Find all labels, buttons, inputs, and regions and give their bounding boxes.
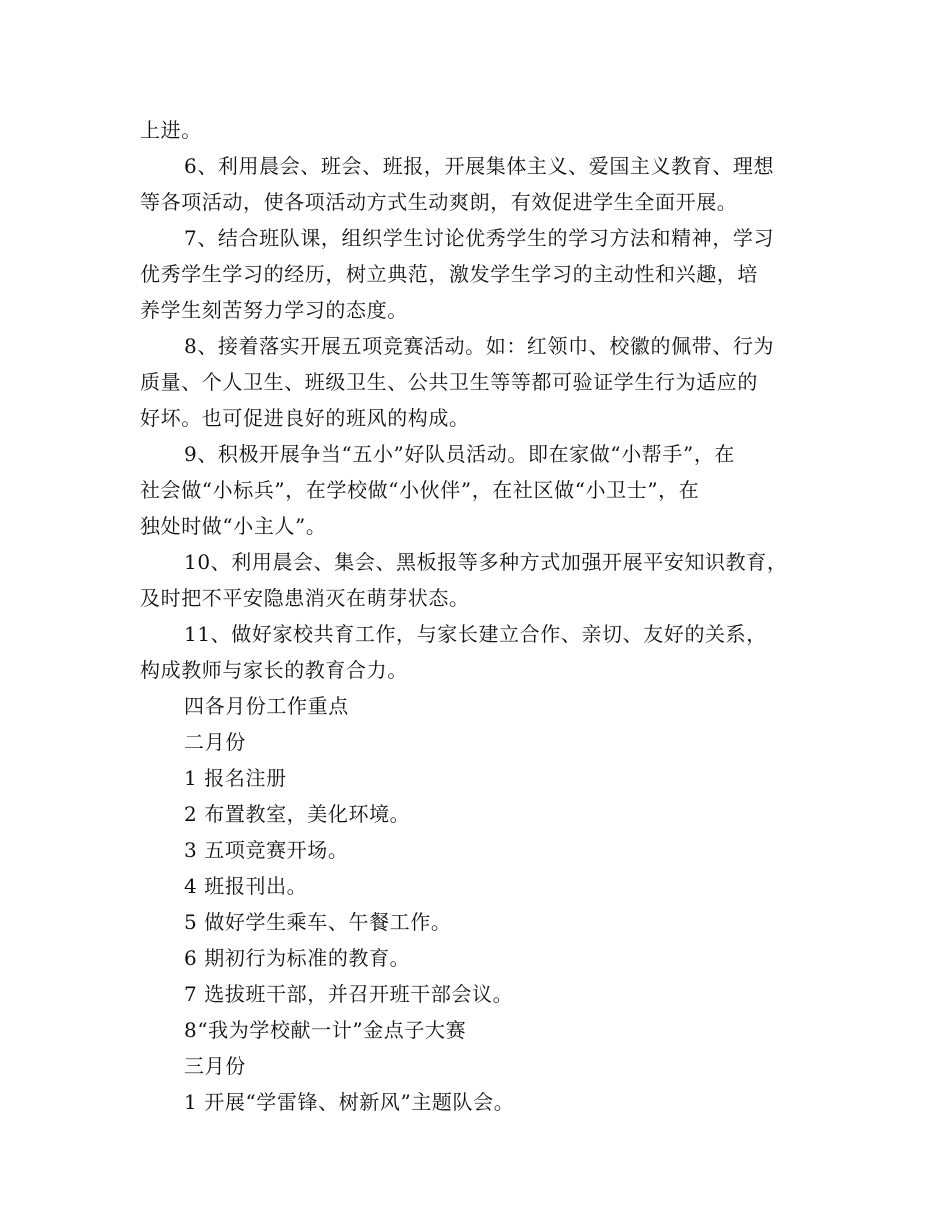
paragraph-item-10: 10、利用晨会、集会、黑板报等多种方式加强开展平安知识教育， 及时把不平安隐患消灭在萌芽状态。 xyxy=(140,550,788,610)
february-item-5: 5 做好学生乘车、午餐工作。 xyxy=(184,910,452,934)
continuation-text: 上进。 xyxy=(140,118,202,142)
section-heading: 四各月份工作重点 xyxy=(184,694,349,718)
paragraph-item-11: 11、做好家校共育工作，与家长建立合作、亲切、友好的关系， 构成教师与家长的教育合力。 xyxy=(140,622,767,682)
paragraph-item-6: 6、利用晨会、班会、班报，开展集体主义、爱国主义教育、理想 等各项活动，使各项活动方式生动爽朗，有效促进学生全面开展。 xyxy=(140,154,775,214)
february-item-4: 4 班报刊出。 xyxy=(184,874,308,898)
february-item-8: 8“我为学校献一计”金点子大赛 xyxy=(184,1018,467,1042)
paragraph-item-7: 7、结合班队课，组织学生讨论优秀学生的学习方法和精神，学习 优秀学生学习的经历，树立典范，激发学生学习的主动性和兴趣，培 养学生刻苦努力学习的态度。 xyxy=(140,226,775,322)
february-item-7: 7 选拔班干部，并召开班干部会议。 xyxy=(184,982,514,1006)
paragraph-item-8: 8、接着落实开展五项竞赛活动。如：红领巾、校徽的佩带、行为 质量、个人卫生、班级卫生、公共卫生等等都可验证学生行为适应的 好坏。也可促进良好的班风的构成。 xyxy=(140,334,775,430)
february-item-1: 1 报名注册 xyxy=(184,766,287,790)
march-item-1: 1 开展“学雷锋、树新风”主题队会。 xyxy=(184,1090,515,1114)
february-item-6: 6 期初行为标准的教育。 xyxy=(184,946,411,970)
february-item-3: 3 五项竞赛开场。 xyxy=(184,838,349,862)
february-heading: 二月份 xyxy=(184,730,246,754)
paragraph-item-9: 9、积极开展争当“五小”好队员活动。即在家做“小帮手”，在 社会做“小标兵”，在学校做“小伙伴”，在社区做“小卫士”，在 独处时做“小主人”。 xyxy=(140,442,736,538)
march-heading: 三月份 xyxy=(184,1054,246,1078)
february-item-2: 2 布置教室，美化环境。 xyxy=(184,802,411,826)
